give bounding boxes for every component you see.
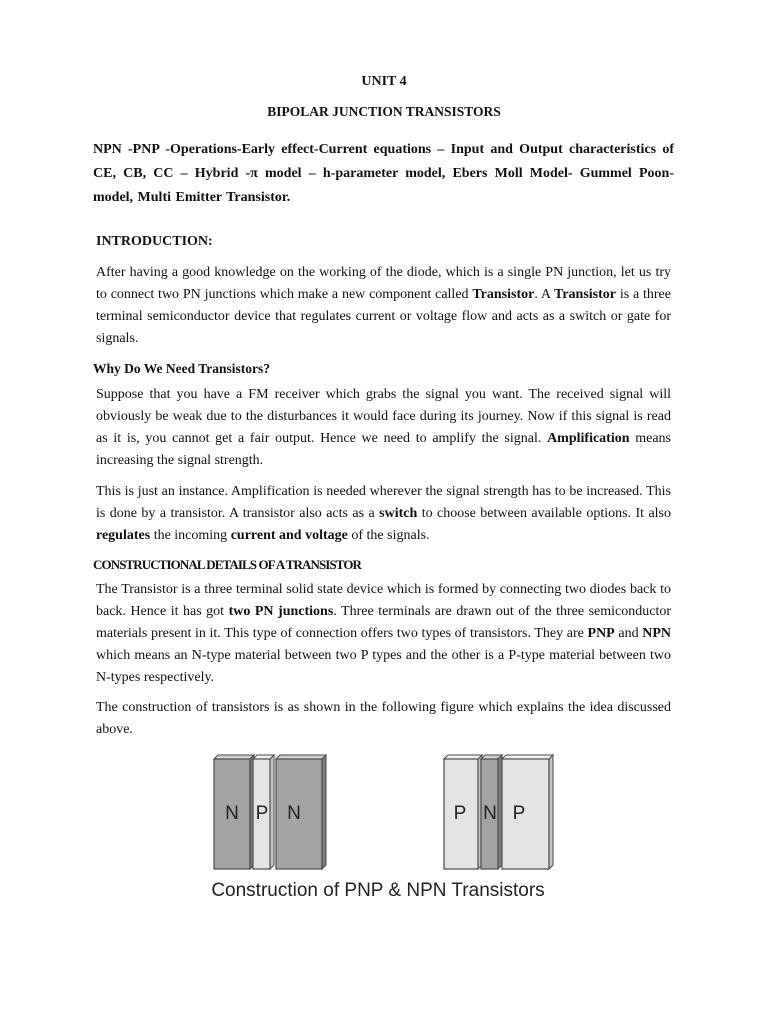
introduction-heading: INTRODUCTION: — [96, 234, 213, 249]
why-text: This is just an instance. Amplification is needed wherever the signal strength has to be increased. This is done by a transistor. A transistor also acts as a — [96, 484, 671, 521]
construction-heading: CONSTRUCTIONAL DETAILS OF A TRANSISTOR — [93, 557, 362, 572]
construction-bold-term: two PN junctions — [228, 604, 334, 619]
pnp-label-1: P — [453, 803, 467, 824]
why-text: means increasing the signal strength. — [96, 431, 671, 468]
chapter-title: BIPOLAR JUNCTION TRANSISTORS — [267, 104, 501, 119]
why-bold-term: regulates — [96, 528, 151, 543]
construction-bold-term: PNP — [587, 626, 615, 641]
intro-text: is a three terminal semiconductor device that regulates current or voltage flow and acts as a switch or gate for signals. — [96, 287, 671, 346]
figure-caption: Construction of PNP & NPN Transistors — [211, 880, 545, 901]
intro-text: . A — [534, 287, 555, 302]
npn-label-2: P — [255, 803, 269, 824]
npn-transistor-diagram — [214, 755, 326, 869]
why-bold-term: current and voltage — [230, 528, 348, 543]
pnp-label-3: P — [512, 803, 526, 824]
why-text: of the signals. — [347, 528, 430, 543]
pnp-p-block-right — [502, 759, 549, 869]
why-text: to choose between available options. It also — [417, 506, 671, 521]
construction-bold-term: NPN — [642, 626, 671, 641]
construction-text: and — [614, 626, 643, 641]
construction-paragraph-2: The construction of transistors is as shown in the following figure which explains the idea discussed above. — [96, 700, 671, 737]
topics-paragraph: NPN -PNP -Operations-Early effect-Current equations – Input and Output characteristics of CE, CB, CC – Hybrid -π model – h-parameter model, Ebers Moll Model- Gummel Poon-model, Multi Emitter Transistor. — [93, 142, 674, 205]
transistor-construction-figure — [190, 748, 590, 908]
why-paragraph-1 — [96, 384, 671, 472]
why-paragraph-2 — [96, 481, 671, 547]
construction-text: . Three terminals are drawn out of the three semiconductor materials present in it. This type of connection offers two types of transistors. They are — [96, 604, 672, 641]
why-bold-term: switch — [379, 506, 418, 521]
why-bold-term: Amplification — [547, 431, 630, 446]
why-text: Suppose that you have a FM receiver which grabs the signal you want. The received signal will obviously be weak due to the disturbances it would face during its journey. Now if this signal is read as it is, you cannot get a fair output. Hence we need to amplify the signal. — [96, 387, 671, 446]
unit-label: UNIT 4 — [361, 74, 407, 89]
pnp-label-2: N — [483, 803, 497, 824]
why-heading: Why Do We Need Transistors? — [93, 361, 271, 376]
npn-label-3: N — [287, 803, 301, 824]
pnp-transistor-diagram — [444, 755, 553, 869]
construction-paragraph-1 — [96, 579, 671, 689]
intro-bold-term: Transistor — [472, 287, 535, 302]
intro-text: After having a good knowledge on the working of the diode, which is a single PN junction, let us try to connect two PN junctions which make a new component called — [96, 265, 671, 302]
npn-label-1: N — [225, 803, 239, 824]
construction-text: which means an N-type material between two P types and the other is a P-type material between two N-types respectively. — [96, 648, 671, 685]
intro-paragraph — [96, 262, 671, 350]
intro-bold-term: Transistor — [554, 287, 616, 302]
why-text: the incoming — [150, 528, 231, 543]
construction-text: The Transistor is a three terminal solid state device which is formed by connecting two diodes back to back. Hence it has got — [96, 582, 671, 619]
